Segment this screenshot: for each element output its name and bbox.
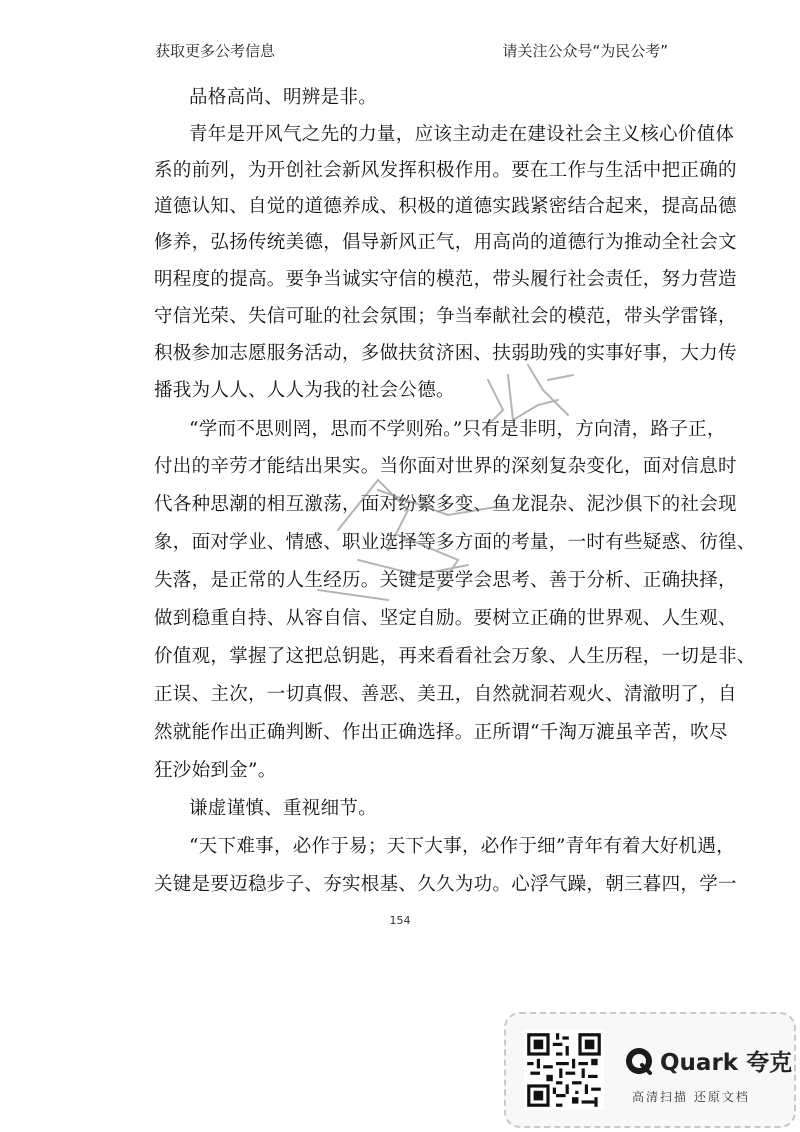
body-line: 代各种思潮的相互激荡，面对纷繁多变、鱼龙混杂、泥沙俱下的社会现 xyxy=(154,494,737,515)
body-line: 失落，是正常的人生经历。关键是要学会思考、善于分析、正确抉择， xyxy=(154,570,737,591)
body-line: 播我为人人、人人为我的社会公德。 xyxy=(154,380,455,401)
quark-slogan-text: 高清扫描 还原文档 xyxy=(632,1090,750,1104)
body-line: “天下难事，必作于易；天下大事，必作于细”青年有着大好机遇， xyxy=(189,836,735,857)
body-line: 做到稳重自持、从容自信、坚定自励。要树立正确的世界观、人生观、 xyxy=(154,608,737,629)
body-line: 积极参加志愿服务活动，多做扶贫济困、扶弱助残的实事好事，大力传 xyxy=(154,343,737,364)
body-line: 修养，弘扬传统美德，倡导新风正气，用高尚的道德行为推动全社会文 xyxy=(154,232,737,253)
qr-code-icon xyxy=(524,1030,604,1110)
body-line: 明程度的提高。要争当诚实守信的模范，带头履行社会责任，努力营造 xyxy=(154,269,737,290)
body-line: 然就能作出正确判断、作出正确选择。正所谓“千淘万漉虽辛苦，吹尽 xyxy=(154,722,728,743)
body-line: 狂沙始到金”。 xyxy=(154,760,277,781)
body-line: 守信光荣、失信可耻的社会氛围；争当奉献社会的模范，带头学雷锋， xyxy=(154,306,737,327)
header-right-text: 请关注公众号“为民公考” xyxy=(502,42,668,60)
body-line: 象，面对学业、情感、职业选择等多方面的考量，一时有些疑惑、彷徨、 xyxy=(154,532,756,553)
body-line: 青年是开风气之先的力量，应该主动走在建设社会主义核心价值体 xyxy=(189,124,735,145)
body-line: 系的前列，为开创社会新风发挥积极作用。要在工作与生活中把正确的 xyxy=(154,160,737,181)
body-line: 付出的辛劳才能结出果实。当你面对世界的深刻复杂变化，面对信息时 xyxy=(154,456,737,477)
quark-logo xyxy=(624,1044,792,1077)
body-line: 品格高尚、明辨是非。 xyxy=(189,87,378,108)
body-line: 谦虚谨慎、重视细节。 xyxy=(189,798,378,819)
header-left-text: 获取更多公考信息 xyxy=(155,42,276,60)
body-line: 价值观，掌握了这把总钥匙，再来看看社会万象、人生历程，一切是非、 xyxy=(154,646,756,667)
body-line: “学而不思则罔，思而不学则殆。”只有是非明，方向清，路子正， xyxy=(189,419,726,440)
quark-brand-text: Quark 夸克 xyxy=(660,1050,793,1076)
body-line: 正误、主次，一切真假、善恶、美丑，自然就洞若观火、清澈明了，自 xyxy=(154,684,737,705)
quark-scan-badge xyxy=(504,1012,796,1128)
body-line: 关键是要迈稳步子、夯实根基、久久为功。心浮气躁，朝三暮四，学一 xyxy=(154,874,737,895)
body-line: 道德认知、自觉的道德养成、积极的道德实践紧密结合起来，提高品德 xyxy=(154,196,737,217)
page-number: 154 xyxy=(389,914,411,927)
quark-logo-icon xyxy=(624,1046,654,1076)
